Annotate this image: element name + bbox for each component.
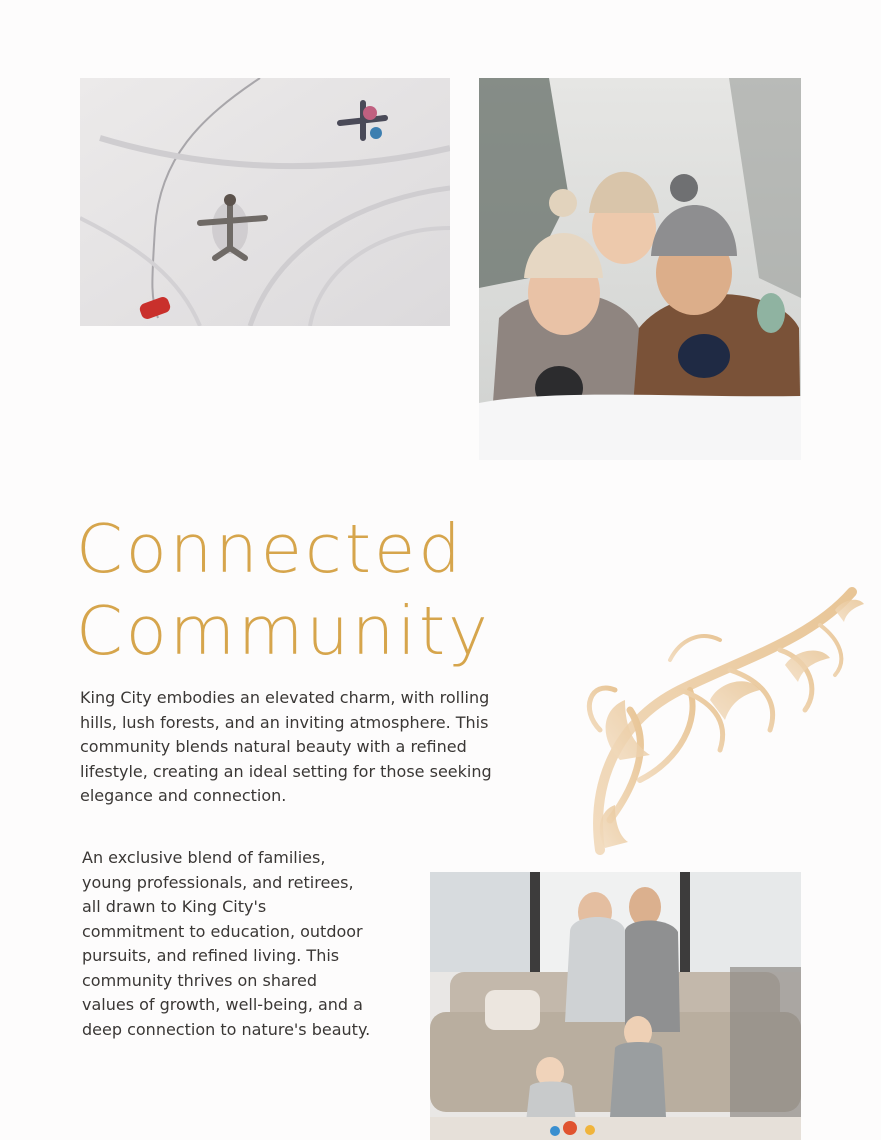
photo-family-snow — [479, 78, 801, 460]
photo-family-living — [430, 872, 801, 1140]
page-title — [76, 508, 491, 672]
intro-paragraph: King City embodies an elevated charm, with rolling hills, lush forests, and an inviting atmosphere. This community blends natural beauty with a refined lifestyle, creating an ideal setting for those seeking elegance and connection. — [80, 688, 492, 805]
ornament-flourish-icon — [580, 580, 870, 860]
title-line-connected: Connected — [76, 510, 464, 588]
community-paragraph: An exclusive blend of families, young professionals, and retirees, all drawn to King City's commitment to education, outdoor pursuits, and refined living. This community thrives on shared values of growth, well-being, and a deep connection to nature's beauty. — [82, 848, 371, 1039]
title-line-community: Community — [76, 592, 491, 670]
photo-snow-angels — [80, 78, 450, 326]
